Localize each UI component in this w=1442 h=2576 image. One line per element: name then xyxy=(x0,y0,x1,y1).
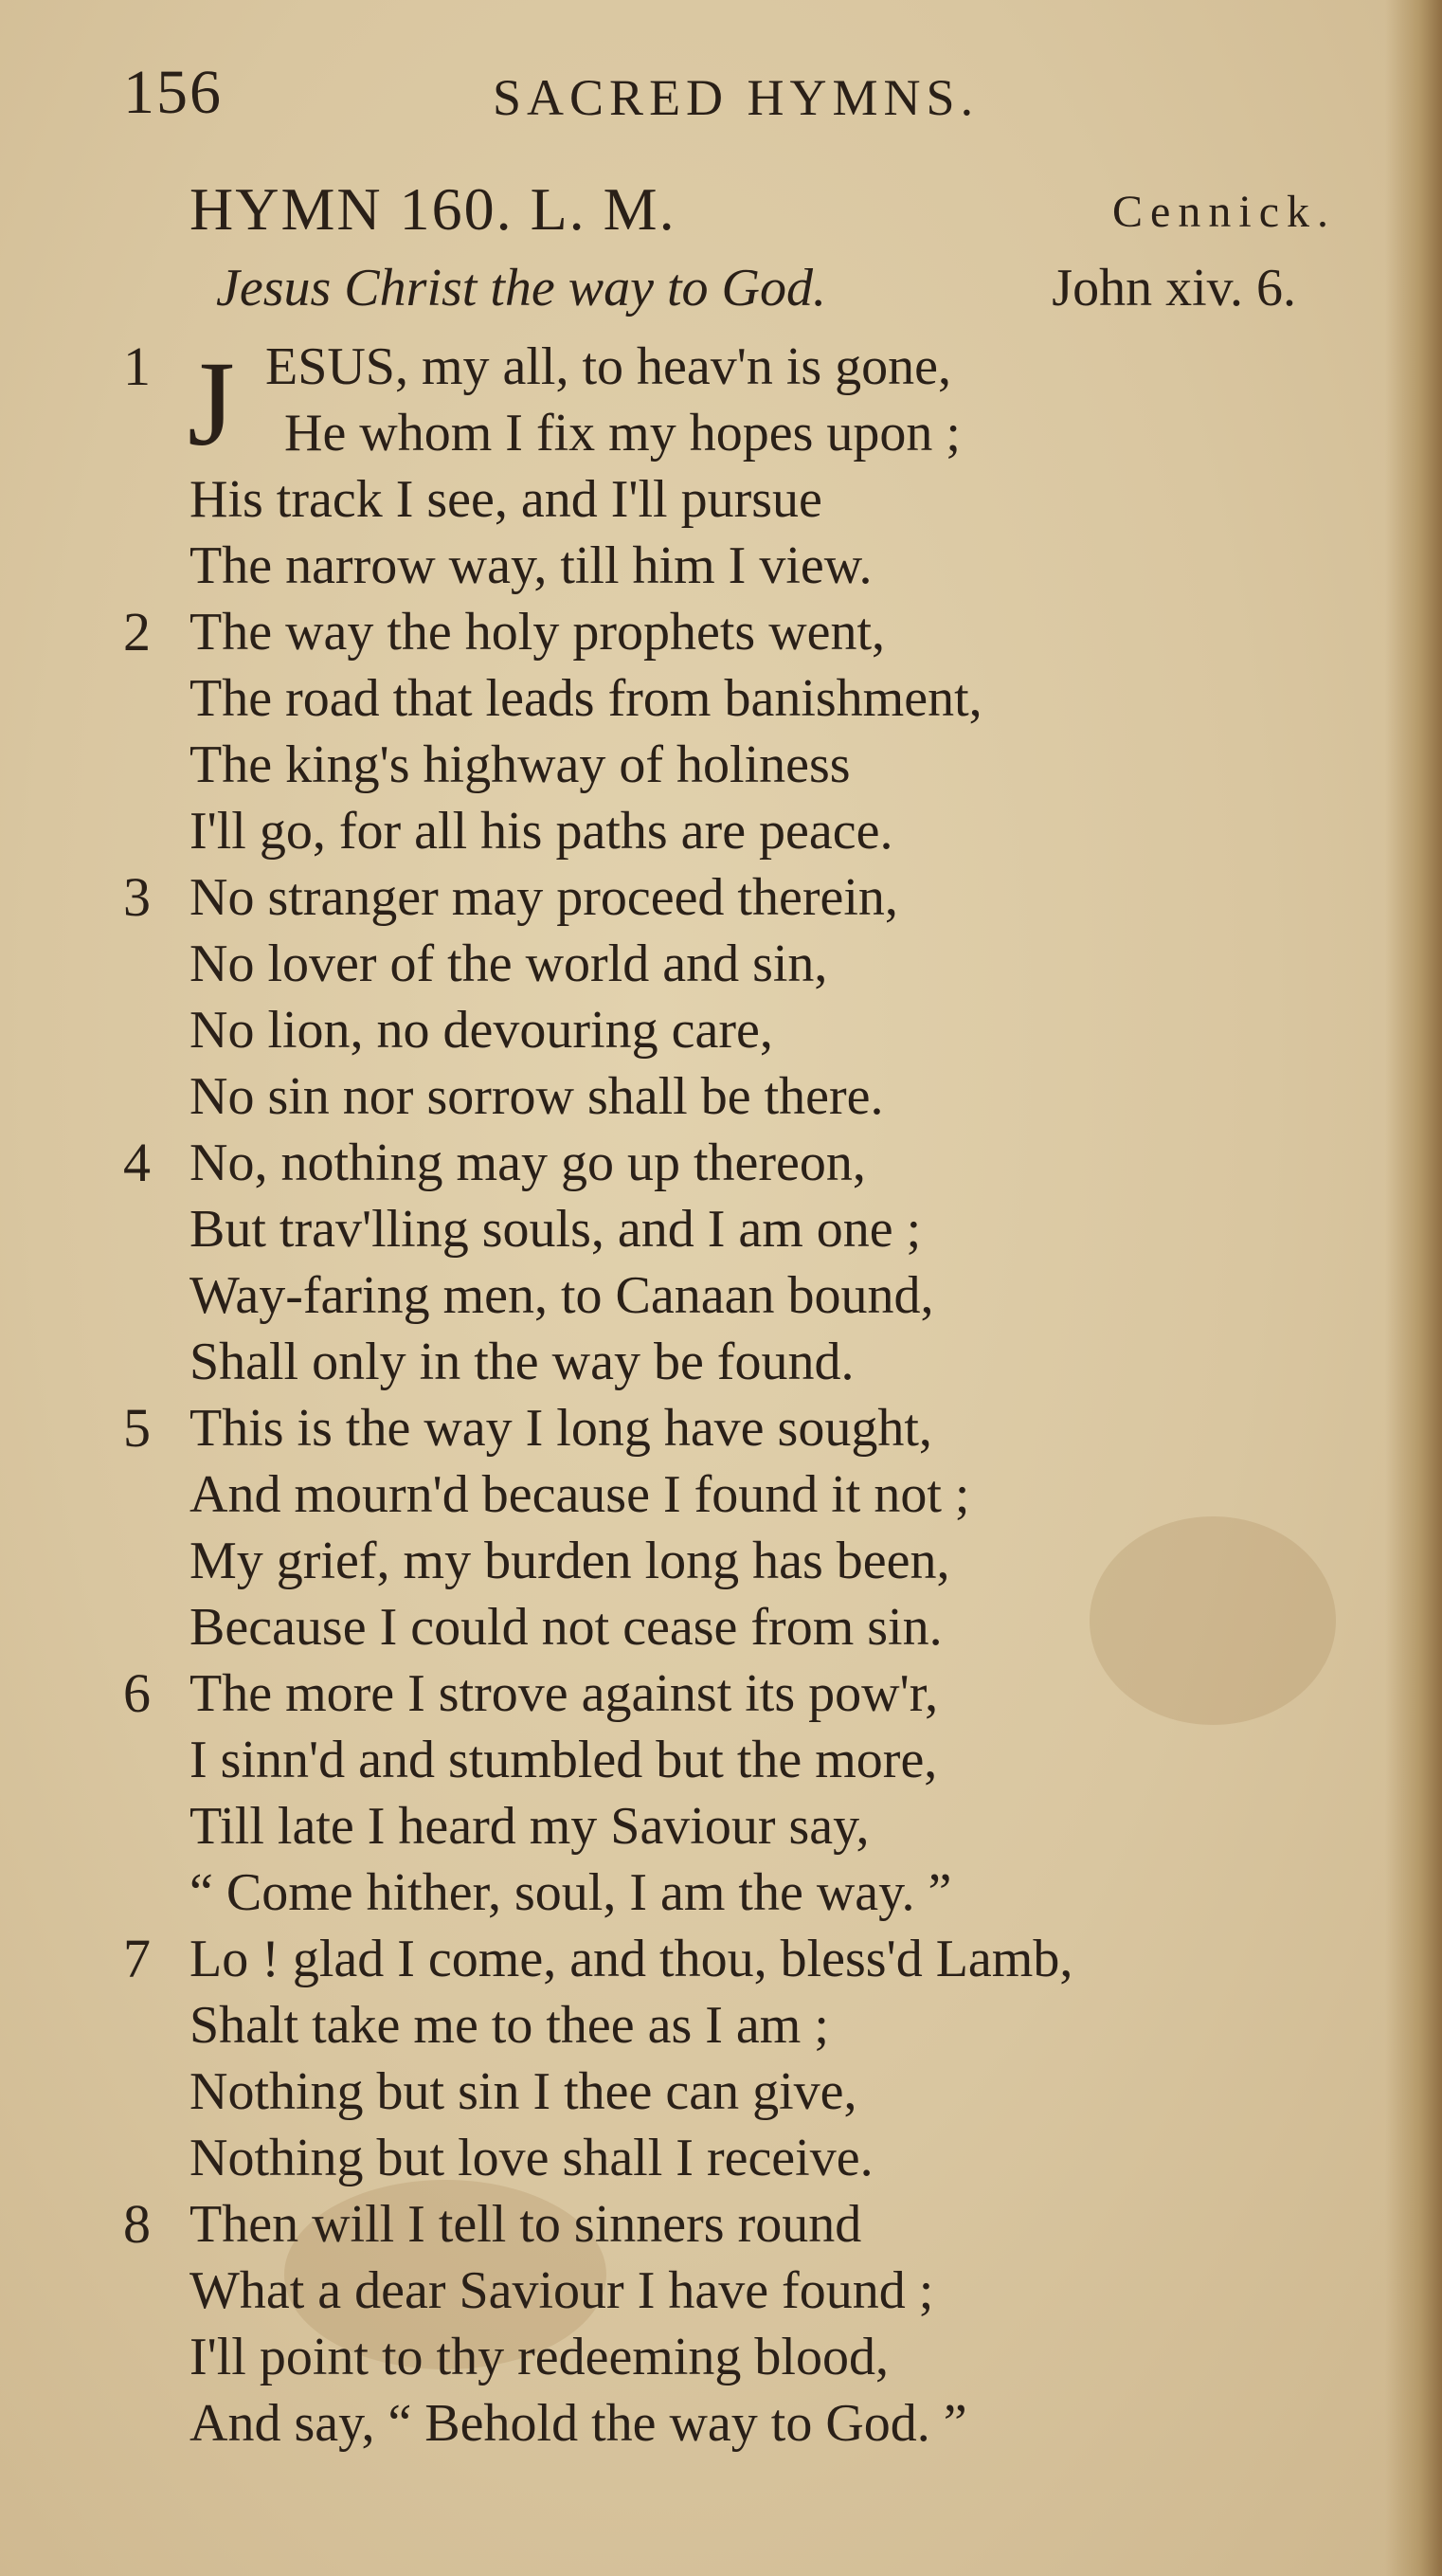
verse-line xyxy=(123,2390,1355,2457)
verse-line xyxy=(123,2258,1355,2324)
verse-line xyxy=(123,1063,1355,1130)
verse-line-text: Then will I tell to sinners round xyxy=(189,2195,862,2254)
verse-number: 2 xyxy=(123,601,151,662)
verse-line-text: And say, “ Behold the way to God. ” xyxy=(189,2394,967,2453)
verse-line xyxy=(123,2125,1355,2191)
verse-line-text: This is the way I long have sought, xyxy=(189,1399,932,1458)
verse-line-text: The king's highway of holiness xyxy=(189,735,851,794)
verse-line-text: And mourn'd because I found it not ; xyxy=(189,1465,970,1524)
scripture-reference: John xiv. 6. xyxy=(1052,259,1296,317)
verse-line-text: I'll point to thy redeeming blood, xyxy=(189,2328,889,2386)
drop-cap: J xyxy=(188,336,235,471)
verse-line-text: My grief, my burden long has been, xyxy=(189,1532,950,1590)
verse-line xyxy=(123,1660,1355,1727)
verse-line-text: Till late I heard my Saviour say, xyxy=(189,1797,870,1856)
verse-line-text: Shalt take me to thee as I am ; xyxy=(189,1996,829,2055)
verse-line xyxy=(123,400,1355,466)
verse-line xyxy=(123,1329,1355,1395)
verse-line xyxy=(123,1793,1355,1859)
verse-line-text: The more I strove against its pow'r, xyxy=(189,1664,939,1723)
verse-line-text: No, nothing may go up thereon, xyxy=(189,1134,866,1192)
verse-line xyxy=(123,1461,1355,1528)
hymn-author: Cennick. xyxy=(1112,187,1336,237)
hymn-title: HYMN 160. L. M. xyxy=(189,175,676,243)
verse-line xyxy=(123,1395,1355,1461)
verse xyxy=(123,599,1355,864)
verse-line-text: The road that leads from banishment, xyxy=(189,669,982,728)
hymn-verses xyxy=(123,334,1355,2457)
verse-line-text: He whom I fix my hopes upon ; xyxy=(284,404,961,463)
verse-number: 6 xyxy=(123,1662,151,1724)
verse-line xyxy=(123,2191,1355,2258)
verse-line xyxy=(123,1992,1355,2059)
verse-line xyxy=(123,864,1355,931)
verse-line xyxy=(123,1594,1355,1660)
verse-number: 5 xyxy=(123,1397,151,1459)
verse-line xyxy=(123,1727,1355,1793)
verse-line-text: The way the holy prophets went, xyxy=(189,603,886,662)
verse-line xyxy=(123,466,1355,533)
verse-line-text: Because I could not cease from sin. xyxy=(189,1598,943,1657)
running-head: SACRED HYMNS. xyxy=(493,69,980,126)
verse xyxy=(123,1660,1355,1926)
verse-number: 8 xyxy=(123,2193,151,2255)
verse-number: 1 xyxy=(123,336,151,397)
verse xyxy=(123,2191,1355,2457)
verse xyxy=(123,334,1355,599)
verse-line xyxy=(123,732,1355,798)
verse-line-text: ESUS, my all, to heav'n is gone, xyxy=(265,337,952,396)
verse xyxy=(123,864,1355,1130)
verse-line-text: But trav'lling souls, and I am one ; xyxy=(189,1200,922,1259)
verse-line xyxy=(123,2324,1355,2390)
verse-line-text: No lover of the world and sin, xyxy=(189,934,828,993)
verse-line xyxy=(123,599,1355,665)
verse-line-text: “ Come hither, soul, I am the way. ” xyxy=(189,1863,952,1922)
verse-line xyxy=(123,533,1355,599)
verse-line-text: Nothing but love shall I receive. xyxy=(189,2129,874,2187)
verse-line xyxy=(123,931,1355,997)
verse-line xyxy=(123,665,1355,732)
verse-line xyxy=(123,1262,1355,1329)
verse-line xyxy=(123,798,1355,864)
verse-line xyxy=(123,1859,1355,1926)
verse-line-text: No lion, no devouring care, xyxy=(189,1001,773,1060)
verse-line-text: No sin nor sorrow shall be there. xyxy=(189,1067,884,1126)
verse-line-text: What a dear Saviour I have found ; xyxy=(189,2261,934,2320)
verse-line-text: I'll go, for all his paths are peace. xyxy=(189,802,893,861)
hymn-heading xyxy=(189,174,1336,250)
hymn-subtitle: Jesus Christ the way to God. xyxy=(216,259,826,317)
verse-number: 4 xyxy=(123,1132,151,1193)
page-edge xyxy=(1385,0,1442,2576)
verse xyxy=(123,1130,1355,1395)
verse xyxy=(123,1395,1355,1660)
verse-line-text: Way-faring men, to Canaan bound, xyxy=(189,1266,934,1325)
hymn-subtitle-line xyxy=(216,258,1296,328)
page-number: 156 xyxy=(123,58,223,127)
verse-line-text: Lo ! glad I come, and thou, bless'd Lamb, xyxy=(189,1930,1073,1988)
verse-number: 7 xyxy=(123,1928,151,1989)
verse-line xyxy=(123,2059,1355,2125)
verse-line-text: His track I see, and I'll pursue xyxy=(189,470,822,529)
verse-line-text: Nothing but sin I thee can give, xyxy=(189,2062,857,2121)
verse-line xyxy=(123,1528,1355,1594)
verse-line xyxy=(123,1196,1355,1262)
page-header xyxy=(123,57,1336,142)
verse-line-text: I sinn'd and stumbled but the more, xyxy=(189,1731,938,1789)
verse-line xyxy=(123,1130,1355,1196)
verse-line-text: Shall only in the way be found. xyxy=(189,1333,855,1391)
verse-line-text: The narrow way, till him I view. xyxy=(189,536,873,595)
verse-number: 3 xyxy=(123,866,151,928)
verse-line xyxy=(123,997,1355,1063)
verse-line-text: No stranger may proceed therein, xyxy=(189,868,898,927)
verse xyxy=(123,1926,1355,2191)
verse-line xyxy=(123,1926,1355,1992)
